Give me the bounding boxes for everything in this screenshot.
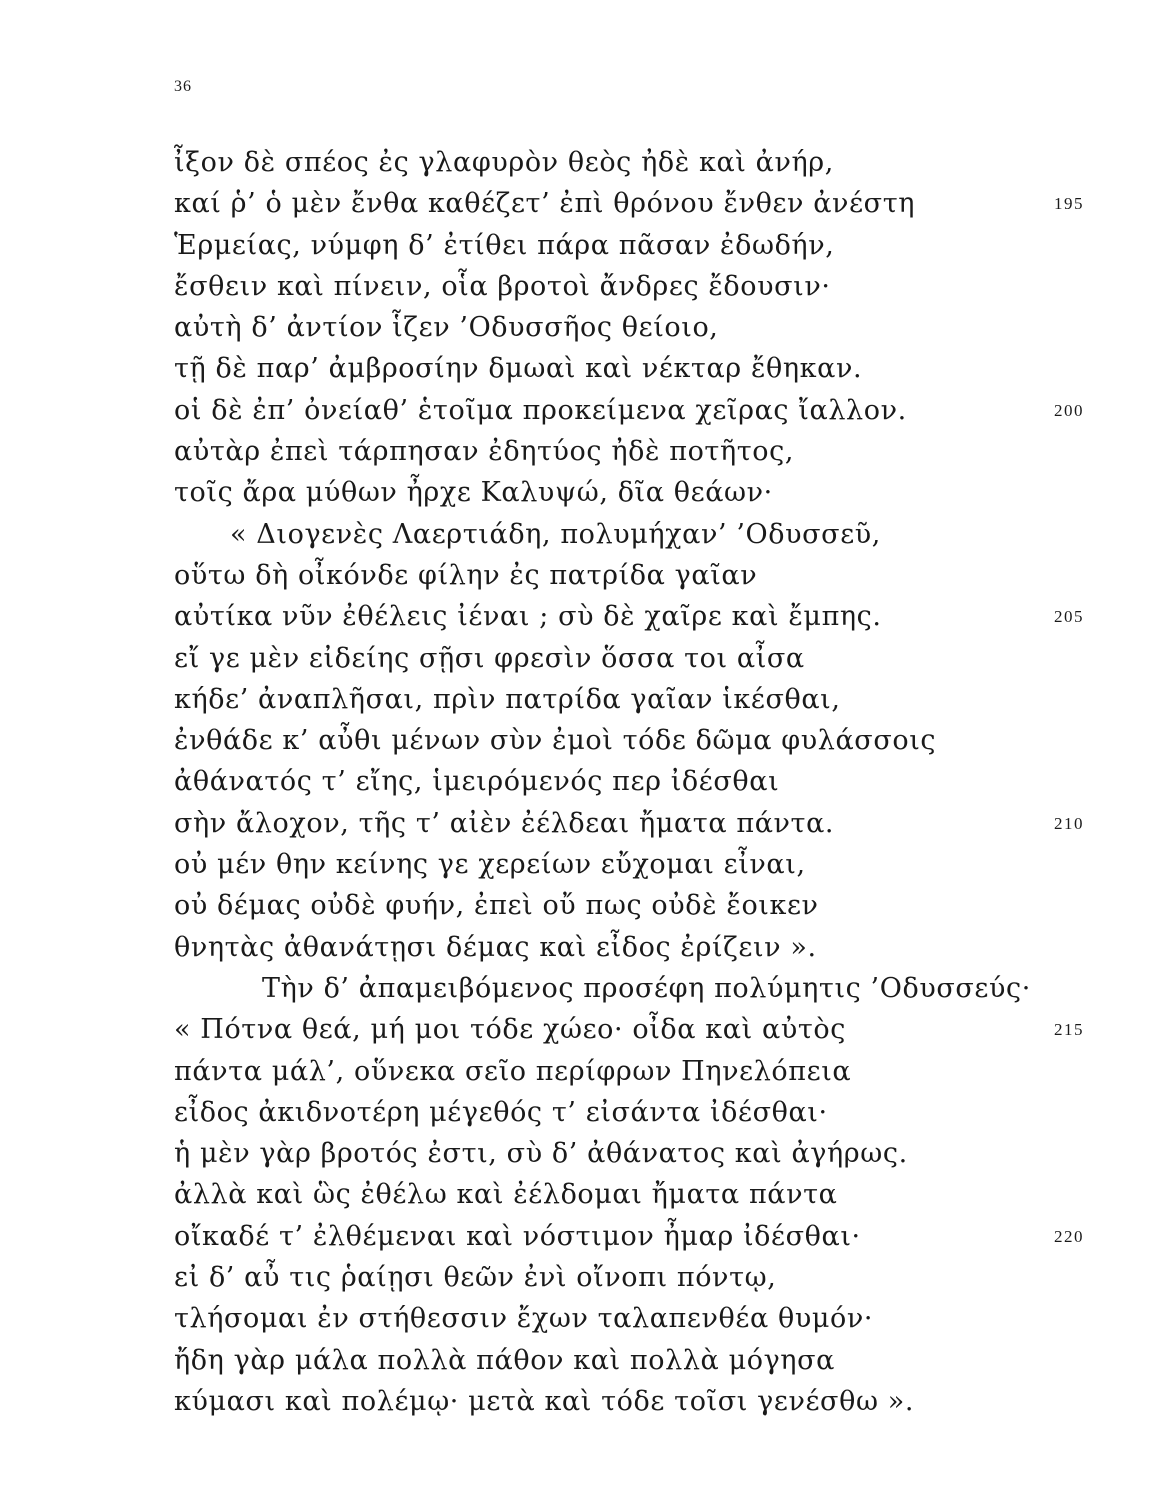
verse-line	[174, 390, 1134, 431]
verse-line	[174, 555, 1134, 596]
verse-line	[174, 803, 1134, 844]
verse-line	[174, 266, 1134, 307]
verse-text: ἔσθειν καὶ πίνειν, οἷα βροτοὶ ἄνδρες ἔδουσιν·	[174, 270, 831, 302]
verse-line	[174, 679, 1134, 720]
verse-text: θνητὰς ἀθανάτῃσι δέμας καὶ εἶδος ἐρίζειν ».	[174, 931, 817, 963]
verse-line	[174, 142, 1134, 183]
line-number: 205	[1054, 607, 1084, 627]
line-number: 210	[1054, 813, 1084, 833]
verse-text: Τὴν δ’ ἀπαμειβόμενος προσέφη πολύμητις ’Οδυσσεύς·	[262, 972, 1031, 1004]
verse-text: αὐτίκα νῦν ἐθέλεις ἰέναι ; σὺ δὲ χαῖρε καὶ ἔμπης.	[174, 601, 882, 633]
verse-line	[174, 1133, 1134, 1174]
verse-text: εἴ γε μὲν εἰδείης σῇσι φρεσὶν ὅσσα τοι αἶσα	[174, 642, 805, 674]
verse-text: αὐτὴ δ’ ἀντίον ἷζεν ’Οδυσσῆος θείοιο,	[174, 312, 719, 344]
verse-line	[174, 1381, 1134, 1422]
verse-text: τλήσομαι ἐν στήθεσσιν ἔχων ταλαπενθέα θυμόν·	[174, 1303, 874, 1335]
verse-text: οἱ δὲ ἐπ’ ὀνείαθ’ ἑτοῖμα προκείμενα χεῖρας ἴαλλον.	[174, 394, 907, 426]
verse-line	[174, 1257, 1134, 1298]
verse-line	[174, 1092, 1134, 1133]
verse-text: ἡ μὲν γὰρ βροτός ἐστι, σὺ δ’ ἀθάνατος καὶ ἀγήρως.	[174, 1138, 908, 1170]
verse-text: σὴν ἄλοχον, τῆς τ’ αἰὲν ἐέλδεαι ἤματα πάντα.	[174, 807, 835, 839]
poem-text	[174, 142, 1134, 1422]
verse-line	[174, 927, 1134, 968]
verse-line	[174, 472, 1134, 513]
verse-text: κήδε’ ἀναπλῆσαι, πρὶν πατρίδα γαῖαν ἱκέσθαι,	[174, 683, 841, 715]
verse-text: κύμασι καὶ πολέμῳ· μετὰ καὶ τόδε τοῖσι γενέσθω ».	[174, 1385, 915, 1417]
verse-text: εἰ δ’ αὖ τις ῥαίῃσι θεῶν ἐνὶ οἴνοπι πόντῳ,	[174, 1262, 777, 1294]
verse-text: τῇ δὲ παρ’ ἀμβροσίην δμωαὶ καὶ νέκταρ ἔθηκαν.	[174, 353, 863, 385]
verse-text: ἶξον δὲ σπέος ἐς γλαφυρὸν θεὸς ἠδὲ καὶ ἀνήρ,	[174, 147, 834, 178]
verse-text: ἀθάνατός τ’ εἴης, ἱμειρόμενός περ ἰδέσθαι	[174, 766, 780, 798]
verse-line	[174, 638, 1134, 679]
verse-text: ἀλλὰ καὶ ὣς ἐθέλω καὶ ἐέλδομαι ἤματα πάντα	[174, 1179, 838, 1211]
verse-line	[174, 1051, 1134, 1092]
line-number: 200	[1054, 400, 1084, 420]
verse-line	[174, 1298, 1134, 1339]
verse-line	[174, 225, 1134, 266]
verse-line	[174, 720, 1134, 761]
verse-line	[174, 183, 1134, 224]
verse-text: « Διογενὲς Λαερτιάδη, πολυμήχαν’ ’Οδυσσεῦ,	[230, 518, 881, 550]
verse-text: τοῖς ἄρα μύθων ἦρχε Καλυψώ, δῖα θεάων·	[174, 477, 773, 509]
verse-line	[174, 968, 1134, 1009]
verse-text: αὐτὰρ ἐπεὶ τάρπησαν ἐδητύος ἠδὲ ποτῆτος,	[174, 436, 795, 468]
verse-line	[174, 1216, 1134, 1257]
verse-text: εἶδος ἀκιδνοτέρη μέγεθός τ’ εἰσάντα ἰδέσθαι·	[174, 1096, 828, 1128]
line-number: 195	[1054, 194, 1084, 214]
page-number: 36	[174, 78, 192, 95]
verse-text: πάντα μάλ’, οὕνεκα σεῖο περίφρων Πηνελόπεια	[174, 1055, 852, 1087]
line-number: 215	[1054, 1020, 1084, 1040]
verse-line	[174, 307, 1134, 348]
verse-text: « Πότνα θεά, μή μοι τόδε χώεο· οἶδα καὶ αὐτὸς	[174, 1014, 846, 1046]
verse-line	[174, 761, 1134, 802]
verse-line	[174, 844, 1134, 885]
verse-line	[174, 885, 1134, 926]
verse-text: ἐνθάδε κ’ αὖθι μένων σὺν ἐμοὶ τόδε δῶμα φυλάσσοις	[174, 725, 937, 757]
verse-line	[174, 1340, 1134, 1381]
verse-line	[174, 1174, 1134, 1215]
verse-text: οἴκαδέ τ’ ἐλθέμεναι καὶ νόστιμον ἦμαρ ἰδέσθαι·	[174, 1220, 861, 1252]
verse-text: Ἑρμείας, νύμφη δ’ ἐτίθει πάρα πᾶσαν ἐδωδήν,	[174, 229, 835, 261]
verse-line	[174, 596, 1134, 637]
verse-text: καί ῥ’ ὁ μὲν ἔνθα καθέζετ’ ἐπὶ θρόνου ἔνθεν ἀνέστη	[174, 188, 916, 220]
verse-text: οὐ δέμας οὐδὲ φυήν, ἐπεὶ οὔ πως οὐδὲ ἔοικεν	[174, 890, 819, 922]
verse-text: οὐ μέν θην κείνης γε χερείων εὔχομαι εἶναι,	[174, 849, 806, 881]
verse-text: οὕτω δὴ οἶκόνδε φίλην ἐς πατρίδα γαῖαν	[174, 559, 758, 591]
verse-line	[174, 514, 1134, 555]
verse-line	[174, 1009, 1134, 1050]
verse-text: ἤδη γὰρ μάλα πολλὰ πάθον καὶ πολλὰ μόγησα	[174, 1344, 835, 1376]
verse-line	[174, 431, 1134, 472]
verse-line	[174, 348, 1134, 389]
line-number: 220	[1054, 1226, 1084, 1246]
